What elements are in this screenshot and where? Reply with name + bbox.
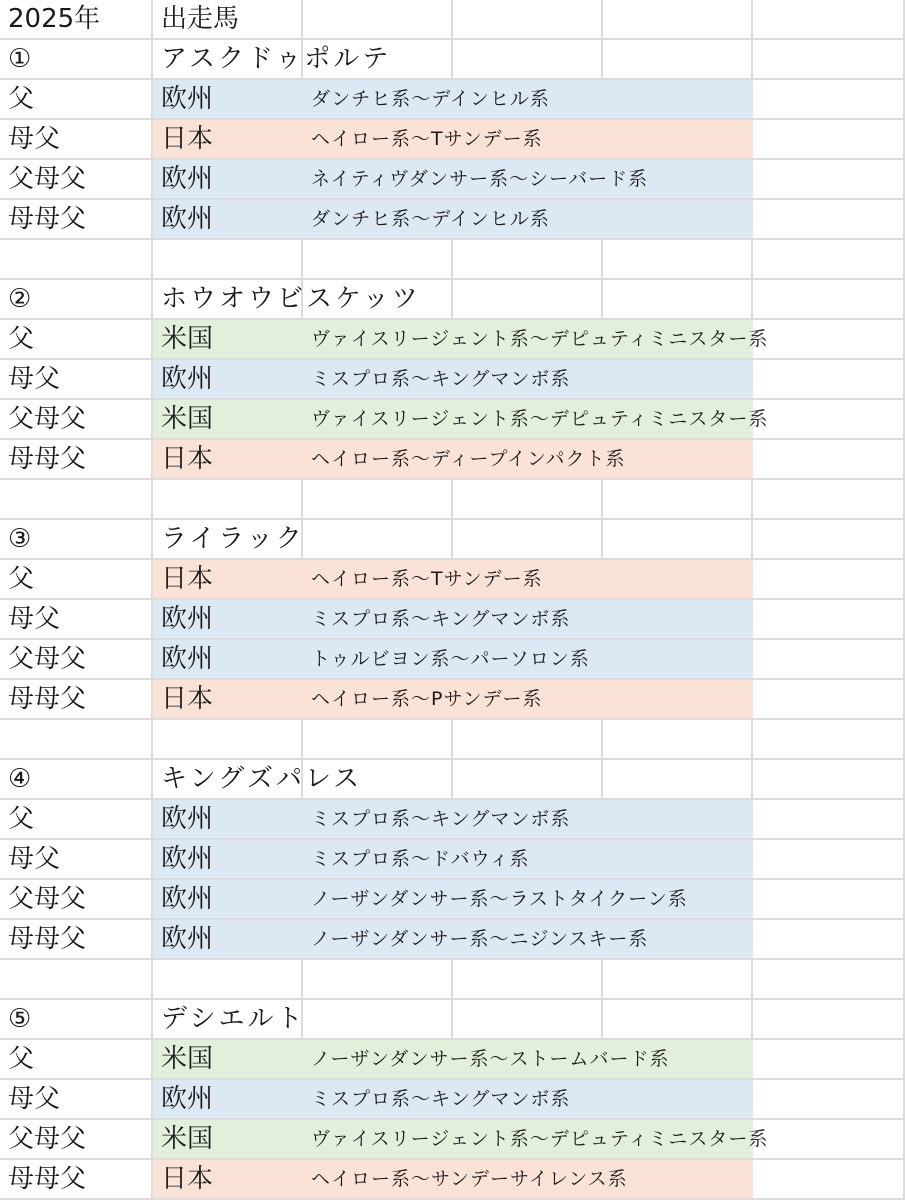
- relation-cell[interactable]: 母母父: [8, 204, 87, 234]
- region-cell[interactable]: 米国: [161, 1044, 214, 1074]
- region-cell[interactable]: 欧州: [161, 1084, 214, 1114]
- lineage-cell[interactable]: ヘイロー系～Tサンデー系: [311, 568, 543, 590]
- horse-number-cell[interactable]: ③: [8, 524, 32, 554]
- relation-cell[interactable]: 父母父: [8, 404, 87, 434]
- region-cell[interactable]: 欧州: [161, 884, 214, 914]
- region-cell[interactable]: 欧州: [161, 924, 214, 954]
- pedigree-row: [0, 1160, 905, 1200]
- lineage-cell[interactable]: ヴァイスリージェント系～デピュティミニスター系: [311, 328, 769, 350]
- pedigree-row: [0, 1120, 905, 1160]
- lineage-cell[interactable]: ヘイロー系～Pサンデー系: [311, 688, 543, 710]
- horse-name-cell[interactable]: ホウオウビスケッツ: [161, 284, 421, 314]
- pedigree-row: [0, 640, 905, 680]
- relation-cell[interactable]: 母父: [8, 1084, 61, 1114]
- year-cell[interactable]: 2025年: [8, 4, 101, 34]
- lineage-cell[interactable]: ノーザンダンサー系～ストームバード系: [311, 1048, 670, 1070]
- region-cell[interactable]: 欧州: [161, 84, 214, 114]
- pedigree-row: [0, 400, 905, 440]
- lineage-cell[interactable]: ヴァイスリージェント系～デピュティミニスター系: [311, 408, 769, 430]
- lineage-cell[interactable]: ヘイロー系～ディープインパクト系: [311, 448, 626, 470]
- pedigree-row: [0, 600, 905, 640]
- pedigree-row: [0, 920, 905, 960]
- region-cell[interactable]: 欧州: [161, 844, 214, 874]
- region-cell[interactable]: 日本: [161, 564, 214, 594]
- header-row: [0, 0, 905, 40]
- region-cell[interactable]: 米国: [161, 404, 214, 434]
- pedigree-row: [0, 120, 905, 160]
- region-cell[interactable]: 日本: [161, 124, 214, 154]
- horse-name-cell[interactable]: ライラック: [161, 524, 305, 554]
- relation-cell[interactable]: 母父: [8, 364, 61, 394]
- region-cell[interactable]: 欧州: [161, 164, 214, 194]
- lineage-cell[interactable]: トゥルビヨン系～パーソロン系: [311, 648, 590, 670]
- pedigree-row: [0, 200, 905, 240]
- region-cell[interactable]: 欧州: [161, 604, 214, 634]
- relation-cell[interactable]: 父: [8, 324, 35, 354]
- relation-cell[interactable]: 母母父: [8, 444, 87, 474]
- relation-cell[interactable]: 父: [8, 84, 35, 114]
- relation-cell[interactable]: 父: [8, 1044, 35, 1074]
- lineage-cell[interactable]: ミスプロ系～キングマンボ系: [311, 608, 571, 630]
- region-cell[interactable]: 欧州: [161, 644, 214, 674]
- blank-row[interactable]: [0, 480, 905, 520]
- horse-name-cell[interactable]: キングズパレス: [161, 764, 363, 794]
- lineage-cell[interactable]: ミスプロ系～キングマンボ系: [311, 1088, 571, 1110]
- pedigree-row: [0, 880, 905, 920]
- lineage-cell[interactable]: ダンチヒ系～デインヒル系: [311, 88, 550, 110]
- relation-cell[interactable]: 母父: [8, 844, 61, 874]
- lineage-cell[interactable]: ヴァイスリージェント系～デピュティミニスター系: [311, 1128, 769, 1150]
- horse-name-row: [0, 1000, 905, 1040]
- region-cell[interactable]: 日本: [161, 444, 214, 474]
- relation-cell[interactable]: 父母父: [8, 1124, 87, 1154]
- horse-number-cell[interactable]: ①: [8, 44, 32, 74]
- horse-name-row: [0, 280, 905, 320]
- region-cell[interactable]: 米国: [161, 1124, 214, 1154]
- horse-number-cell[interactable]: ④: [8, 764, 32, 794]
- pedigree-row: [0, 320, 905, 360]
- pedigree-row: [0, 840, 905, 880]
- pedigree-row: [0, 680, 905, 720]
- region-cell[interactable]: 欧州: [161, 804, 214, 834]
- region-cell[interactable]: 欧州: [161, 204, 214, 234]
- lineage-cell[interactable]: ダンチヒ系～デインヒル系: [311, 208, 550, 230]
- relation-cell[interactable]: 母母父: [8, 924, 87, 954]
- region-cell[interactable]: 米国: [161, 324, 214, 354]
- blank-row[interactable]: [0, 240, 905, 280]
- pedigree-row: [0, 560, 905, 600]
- lineage-cell[interactable]: ミスプロ系～ドバウィ系: [311, 848, 530, 870]
- pedigree-row: [0, 360, 905, 400]
- region-cell[interactable]: 欧州: [161, 364, 214, 394]
- blank-row[interactable]: [0, 960, 905, 1000]
- lineage-cell[interactable]: ネイティヴダンサー系～シーバード系: [311, 168, 649, 190]
- region-cell[interactable]: 日本: [161, 684, 214, 714]
- pedigree-row: [0, 440, 905, 480]
- relation-cell[interactable]: 母母父: [8, 1164, 87, 1194]
- relation-cell[interactable]: 母父: [8, 124, 61, 154]
- blank-row[interactable]: [0, 720, 905, 760]
- lineage-cell[interactable]: ヘイロー系～Tサンデー系: [311, 128, 543, 150]
- horse-name-row: [0, 40, 905, 80]
- relation-cell[interactable]: 母母父: [8, 684, 87, 714]
- relation-cell[interactable]: 父母父: [8, 644, 87, 674]
- horse-name-cell[interactable]: アスクドゥポルテ: [161, 44, 392, 74]
- horse-name-row: [0, 760, 905, 800]
- lineage-cell[interactable]: ミスプロ系～キングマンボ系: [311, 368, 571, 390]
- relation-cell[interactable]: 父: [8, 564, 35, 594]
- lineage-cell[interactable]: ノーザンダンサー系～ニジンスキー系: [311, 928, 649, 950]
- lineage-cell[interactable]: ミスプロ系～キングマンボ系: [311, 808, 571, 830]
- lineage-cell[interactable]: ノーザンダンサー系～ラストタイクーン系: [311, 888, 688, 910]
- relation-cell[interactable]: 父: [8, 804, 35, 834]
- horse-name-row: [0, 520, 905, 560]
- pedigree-row: [0, 1040, 905, 1080]
- relation-cell[interactable]: 父母父: [8, 164, 87, 194]
- relation-cell[interactable]: 父母父: [8, 884, 87, 914]
- horse-number-cell[interactable]: ②: [8, 284, 32, 314]
- horse-number-cell[interactable]: ⑤: [8, 1004, 32, 1034]
- region-cell[interactable]: 日本: [161, 1164, 214, 1194]
- pedigree-row: [0, 160, 905, 200]
- horse-name-cell[interactable]: デシエルト: [161, 1004, 306, 1034]
- relation-cell[interactable]: 母父: [8, 604, 61, 634]
- pedigree-row: [0, 1080, 905, 1120]
- lineage-cell[interactable]: ヘイロー系～サンデーサイレンス系: [311, 1168, 628, 1190]
- pedigree-row: [0, 80, 905, 120]
- title-cell[interactable]: 出走馬: [161, 4, 240, 34]
- pedigree-row: [0, 800, 905, 840]
